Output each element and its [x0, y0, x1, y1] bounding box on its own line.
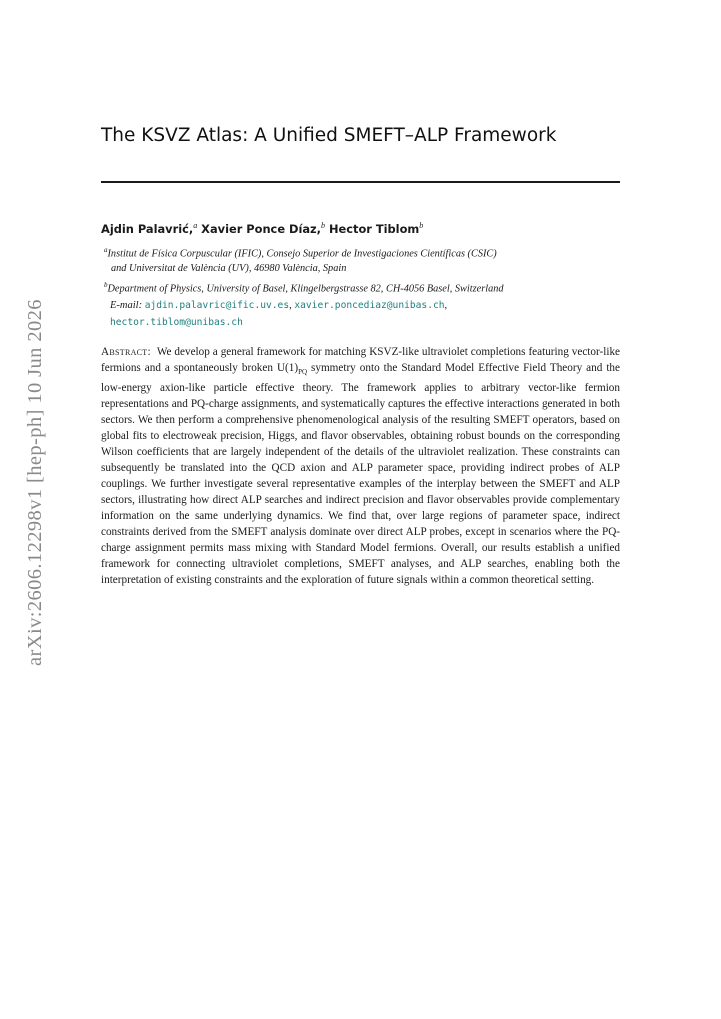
author-affiliation-mark: a	[193, 221, 198, 230]
author-affiliation-mark: b	[419, 221, 424, 230]
affiliation-mark: a	[104, 246, 108, 254]
arxiv-identifier: arXiv:2606.12298v1 [hep-ph] 10 Jun 2026	[23, 298, 46, 666]
abstract-text: We develop a general framework for matching KSVZ-like ultraviolet completions featuring vector-like fermions and a spontaneously broken U(1)	[101, 346, 621, 374]
affiliation-a	[104, 243, 624, 276]
email-link[interactable]: hector.tiblom@unibas.ch	[110, 317, 243, 328]
email-block: E-mail: ajdin.palavric@ific.uv.es, xavier.poncediaz@unibas.ch, hector.tiblom@unibas.ch	[110, 300, 448, 328]
abstract-subscript: PQ	[298, 368, 308, 377]
paper-title: The KSVZ Atlas: A Unified SMEFT–ALP Framework	[101, 125, 557, 146]
author-affiliation-mark: b	[321, 221, 326, 230]
author-name: Xavier Ponce Díaz,	[201, 221, 322, 236]
author-list	[101, 221, 621, 236]
affiliation-line: and Universitat de València (UV), 46980 València, Spain	[111, 263, 347, 275]
author-name: Ajdin Palavrić,	[101, 221, 194, 236]
affiliation-line: Institut de Física Corpuscular (IFIC), Consejo Superior de Investigaciones Científicas (CSIC)	[107, 248, 497, 260]
arxiv-stamp	[20, 294, 50, 670]
title-rule	[101, 181, 620, 183]
abstract-heading: Abstract:	[101, 346, 151, 358]
affiliation-mark: b	[104, 281, 108, 289]
email-label: E-mail:	[110, 300, 143, 311]
email-link[interactable]: ajdin.palavric@ific.uv.es	[144, 300, 290, 311]
author-name: Hector Tiblom	[328, 221, 420, 236]
email-link[interactable]: xavier.poncediaz@unibas.ch	[294, 300, 445, 311]
abstract-text: symmetry onto the Standard Model Effective Field Theory and the low-energy axion-like particle effective theory. The framework applies to arbitrary vector-like fermion representations and PQ-charge assignments, and systematically captures the effective interactions generated in both sectors. We then perform a comprehensive phenomenological analysis of the resulting SMEFT operators, based on global fits to electroweak precision, Higgs, and flavor observables, obtaining robust bounds on the corresponding Wilson coefficients that are largely independent of the details of the ultraviolet realization. These constraints can subsequently be translated into the QCD axion and ALP parameter space, providing indirect probes of ALP couplings. We further investigate several representative examples of the interplay between the SMEFT and ALP sectors, illustrating how direct ALP searches and indirect precision and flavor observables provide complementary information on the same underlying dynamics. We find that, over large regions of parameter space, indirect constraints derived from the SMEFT analysis dominate over direct ALP probes, except in scenarios where the PQ-charge assignment permits mass mixing with Standard Model fermions. Overall, our results establish a unified framework for connecting ultraviolet completions, SMEFT analyses, and ALP searches, enabling both the interpretation of existing constraints and the exploration of future signals within a common theoretical setting.	[101, 361, 620, 586]
affiliation-line: Department of Physics, University of Basel, Klingelbergstrasse 82, CH-4056 Basel, Switzerland	[107, 283, 504, 295]
affiliation-b	[104, 278, 624, 296]
abstract	[101, 345, 620, 589]
